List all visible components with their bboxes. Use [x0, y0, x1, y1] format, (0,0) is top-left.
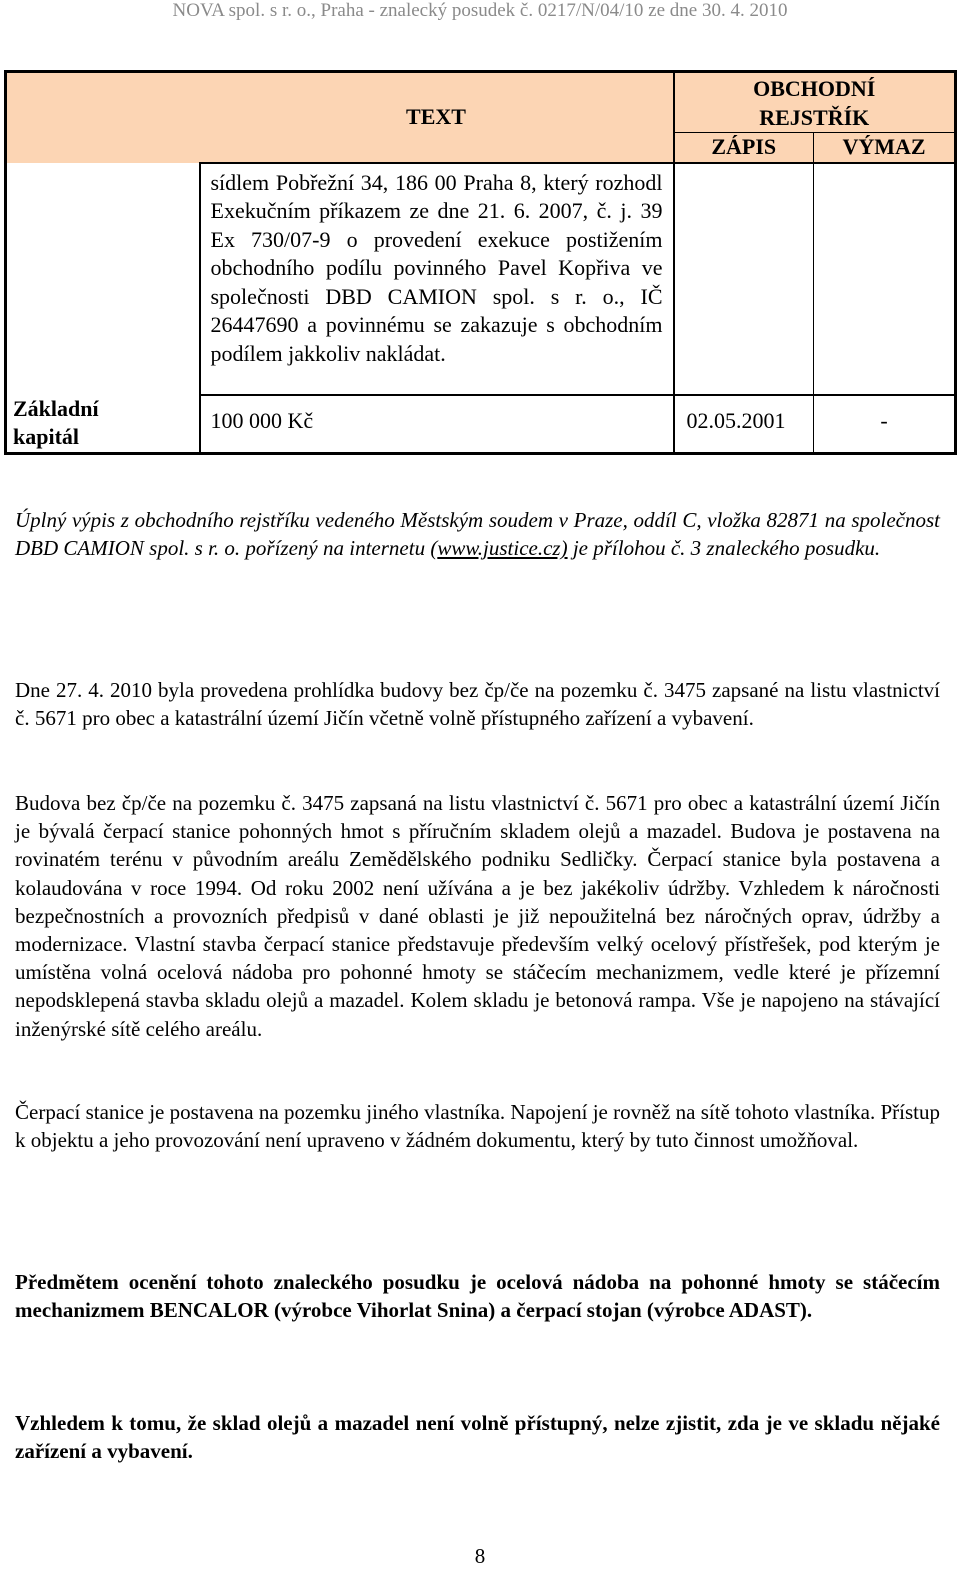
- text-column-header: TEXT: [200, 72, 674, 163]
- capital-value-cell: [200, 395, 674, 454]
- capital-removal-cell: [814, 395, 956, 454]
- capital-label-cell: [6, 395, 200, 454]
- page-number: 8: [474, 1544, 486, 1568]
- note-text-after-link: je přílohou č. 3 znaleckého posudku.: [567, 536, 881, 561]
- warehouse-paragraph: Vzhledem k tomu, že sklad olejů a mazadel není volně přístupný, nelze zjistit, zda je ve skladu nějaké zařízení a vybavení.: [15, 1411, 940, 1464]
- register-extract-note: [15, 506, 940, 562]
- valuation-subject-paragraph: Předmětem ocenění tohoto znaleckého posudku je ocelová nádoba na pohonné hmoty se stáčecím mechanizmem BENCALOR (výrobce Vihorlat Snina) a čerpací stojan (výrobce ADAST).: [15, 1270, 940, 1323]
- capital-removal: -: [880, 407, 888, 433]
- entry-column-header: ZÁPIS: [674, 133, 814, 163]
- inspection-paragraph: Dne 27. 4. 2010 byla provedena prohlídka budovy bez čp/če na pozemku č. 3475 zapsané na listu vlastnictví č. 5671 pro obec a katastrální území Jičín včetně volně přístupného zařízení a vybavení.: [15, 678, 940, 731]
- empty-label-cell: [6, 163, 200, 395]
- note-text-before-link: Úplný výpis z obchodního rejstříku vedeného Městským soudem v Praze, oddíl C, vložka 82871 na společnost DBD CAMION spol. s r. o. pořízený na internetu (: [15, 508, 940, 561]
- continued-text-cell: [200, 163, 674, 395]
- empty-entry-cell: [674, 163, 814, 395]
- register-column-header: [674, 72, 956, 133]
- capital-entry-date-cell: [674, 395, 814, 454]
- register-header-line2: REJSTŘÍK: [759, 105, 870, 130]
- capital-entry-date: 02.05.2001: [686, 407, 786, 433]
- running-header: NOVA spol. s r. o., Praha - znalecký posudek č. 0217/N/04/10 ze dne 30. 4. 2010: [172, 0, 788, 21]
- register-header-line1: OBCHODNÍ: [753, 76, 876, 101]
- capital-value: 100 000 Kč: [210, 407, 314, 433]
- removal-column-header: VÝMAZ: [814, 133, 956, 163]
- capital-label-line2: kapitál: [13, 424, 80, 449]
- continued-text: sídlem Pobřežní 34, 186 00 Praha 8, který rozhodl Exekučním příkazem ze dne 21. 6. 2007, č. j. 39 Ex 730/07-9 o provedení exekuce postižením obchodního podílu povinného Pavel Kopřiva ve společnosti DBD CAMION spol. s r. o., IČ 26447690 a povinnému se zakazuje s obchodním podílem jakkoliv nakládat.: [210, 169, 663, 366]
- justice-link[interactable]: www.justice.cz): [437, 536, 568, 561]
- building-description-paragraph: Budova bez čp/če na pozemku č. 3475 zapsaná na listu vlastnictví č. 5671 pro obec a katastrální území Jičín je bývalá čerpací stanice pohonných hmot s příručním skladem olejů a mazadel. Budova je postavena na rovinatém terénu v původním areálu Zemědělského podniku Sedličky. Čerpací stanice byla postavena a kolaudována v roce 1994. Od roku 2002 není užívána a je bez jakékoliv údržby. Vzhledem k náročnosti bezpečnostních a provozních předpisů v dané oblasti je již nepoužitelná bez náročných oprav, údržby a modernizace. Vlastní stavba čerpací stanice představuje především velký ocelový přístřešek, pod kterým je umístěna volná ocelová nádoba pro pohonné hmoty se stáčecím mechanizmem, vedle které je přízemní nepodsklepená stavba skladu olejů a mazadel. Kolem skladu je betonová rampa. Vše je napojeno na stávající inženýrské sítě celého areálu.: [15, 791, 940, 1041]
- business-register-table: [4, 70, 957, 455]
- empty-removal-cell: [814, 163, 956, 395]
- ownership-paragraph: Čerpací stanice je postavena na pozemku jiného vlastníka. Napojení je rovněž na sítě tohoto vlastníka. Přístup k objektu a jeho provozování není upraveno v žádném dokumentu, který by tuto činnost umožňoval.: [15, 1100, 940, 1153]
- empty-header-corner: [6, 72, 200, 163]
- capital-label-line1: Základní: [13, 395, 99, 421]
